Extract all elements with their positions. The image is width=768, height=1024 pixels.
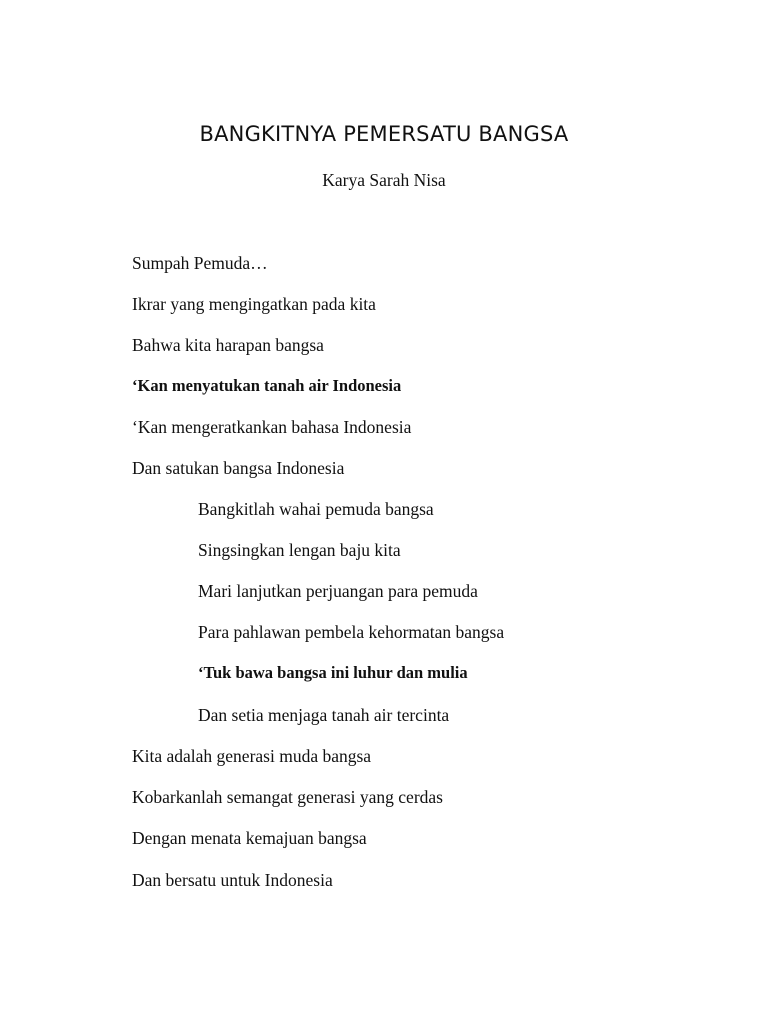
poem-line: Sumpah Pemuda… — [132, 253, 268, 273]
poem-line: Kobarkanlah semangat generasi yang cerdas — [132, 787, 443, 807]
poem-author: Karya Sarah Nisa — [322, 170, 446, 190]
poem-line: Singsingkan lengan baju kita — [198, 540, 401, 560]
poem-line: Bangkitlah wahai pemuda bangsa — [198, 499, 434, 519]
poem-line: Dan setia menjaga tanah air tercinta — [198, 705, 450, 725]
poem-line: Bahwa kita harapan bangsa — [132, 335, 324, 355]
poem-line: Dan bersatu untuk Indonesia — [132, 870, 333, 890]
poem-line: ‘Tuk bawa bangsa ini luhur dan mulia — [198, 663, 468, 682]
poem-line: ‘Kan menyatukan tanah air Indonesia — [132, 376, 402, 395]
poem-title: BANGKITNYA PEMERSATU BANGSA — [199, 122, 569, 146]
poem-line: Dan satukan bangsa Indonesia — [132, 458, 345, 478]
poem-line: ‘Kan mengeratkankan bahasa Indonesia — [132, 417, 412, 437]
poem-line: Mari lanjutkan perjuangan para pemuda — [198, 581, 478, 601]
poem-line: Para pahlawan pembela kehormatan bangsa — [198, 622, 505, 642]
poem-line: Dengan menata kemajuan bangsa — [132, 828, 367, 848]
poem-line: Kita adalah generasi muda bangsa — [132, 746, 372, 766]
poem-line: Ikrar yang mengingatkan pada kita — [132, 294, 376, 314]
